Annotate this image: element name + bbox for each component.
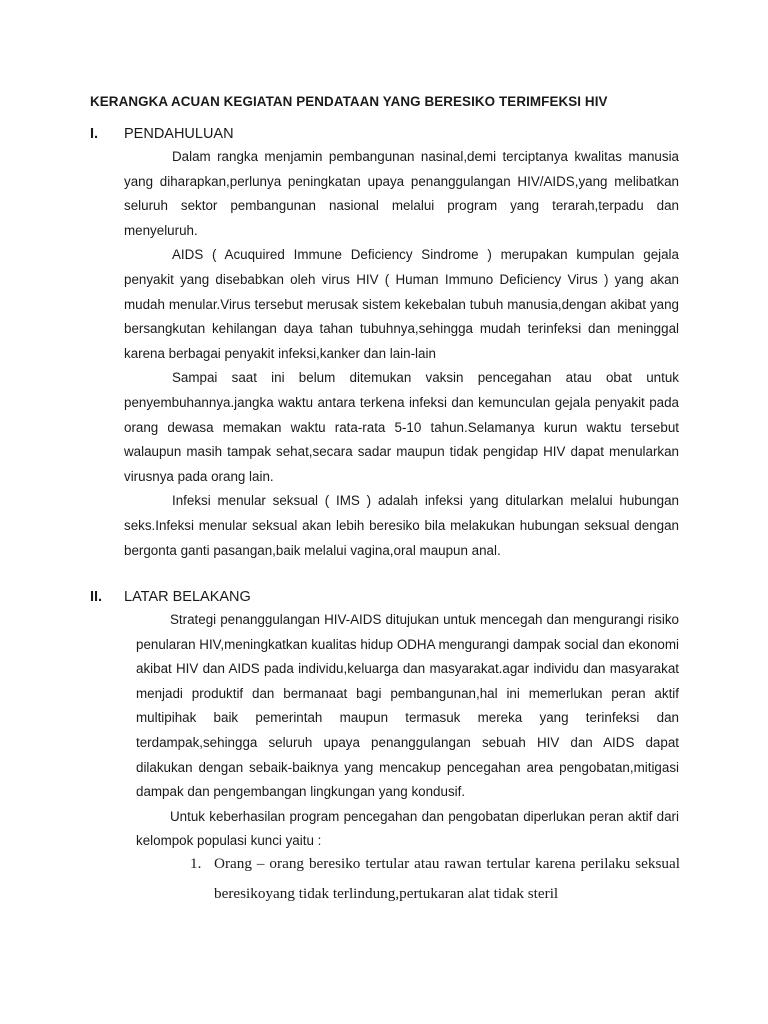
paragraph: Infeksi menular seksual ( IMS ) adalah infeksi yang ditularkan melalui hubungan seks.Infeksi menular seksual akan lebih beresiko bila melakukan hubungan seksual dengan bergonta ganti pasangan,baik melalui vagina,oral maupun anal. [124, 493, 679, 558]
list-item [190, 849, 680, 909]
section-body-pendahuluan [124, 145, 679, 563]
document-title: KERANGKA ACUAN KEGIATAN PENDATAAN YANG BERESIKO TERIMFEKSI HIV [90, 94, 608, 109]
section-number: I. [90, 126, 99, 142]
list-item-number: 1. [190, 855, 202, 872]
paragraph: Untuk keberhasilan program pencegahan dan pengobatan diperlukan peran aktif dari kelompok populasi kunci yaitu : [136, 808, 679, 849]
section-body-latar-belakang [136, 608, 679, 854]
key-population-list [190, 849, 680, 909]
paragraph: Strategi penanggulangan HIV-AIDS ditujukan untuk mencegah dan mengurangi risiko penularan HIV,meningkatkan kualitas hidup ODHA mengurangi dampak social dan ekonomi akibat HIV dan AIDS pada individu,keluarga dan masyarakat.agar individu dan masyarakat menjadi produktif dan bermanaat bagi pembangunan,hal ini memerlukan peran aktif multipihak baik pemerintah maupun termasuk mereka yang terinfeksi dan terdampak,sehingga seluruh upaya penanggulangan sebuah HIV dan AIDS dapat dilakukan dengan sebaik-baiknya yang mencakup pencegahan area pengobatan,mitigasi dampak dan pengembangan lingkungan yang kondusif. [136, 612, 679, 800]
section-title: LATAR BELAKANG [124, 589, 251, 605]
paragraph: Dalam rangka menjamin pembangunan nasinal,demi terciptanya kwalitas manusia yang diharapkan,perlunya peningkatan upaya penanggulangan HIV/AIDS,yang melibatkan seluruh sektor pembangunan nasional melalui program yang terarah,terpadu dan menyeluruh. [124, 149, 679, 238]
section-number: II. [90, 589, 103, 605]
paragraph: AIDS ( Acuquired Immune Deficiency Sindrome ) merupakan kumpulan gejala penyakit yang disebabkan oleh virus HIV ( Human Immuno Deficiency Virus ) yang akan mudah menular.Virus tersebut merusak sistem kekebalan tubuh manusia,dengan akibat yang bersangkutan kehilangan daya tahan tubuhnya,sehingga mudah terinfeksi dan meninggal karena berbagai penyakit infeksi,kanker dan lain-lain [124, 247, 679, 361]
section-title: PENDAHULUAN [124, 126, 234, 142]
paragraph: Sampai saat ini belum ditemukan vaksin pencegahan atau obat untuk penyembuhannya.jangka waktu antara terkena infeksi dan kemunculan gejala penyakit pada orang dewasa memakan waktu rata-rata 5-10 tahun.Selamanya kurun waktu tersebut walaupun masih tampak sehat,secara sadar maupun tidak pengidap HIV dapat menularkan virusnya pada orang lain. [124, 370, 679, 484]
list-item-text: Orang – orang beresiko tertular atau rawan tertular karena perilaku seksual beresikoyang tidak terlindung,pertukaran alat tidak steril [214, 855, 680, 902]
